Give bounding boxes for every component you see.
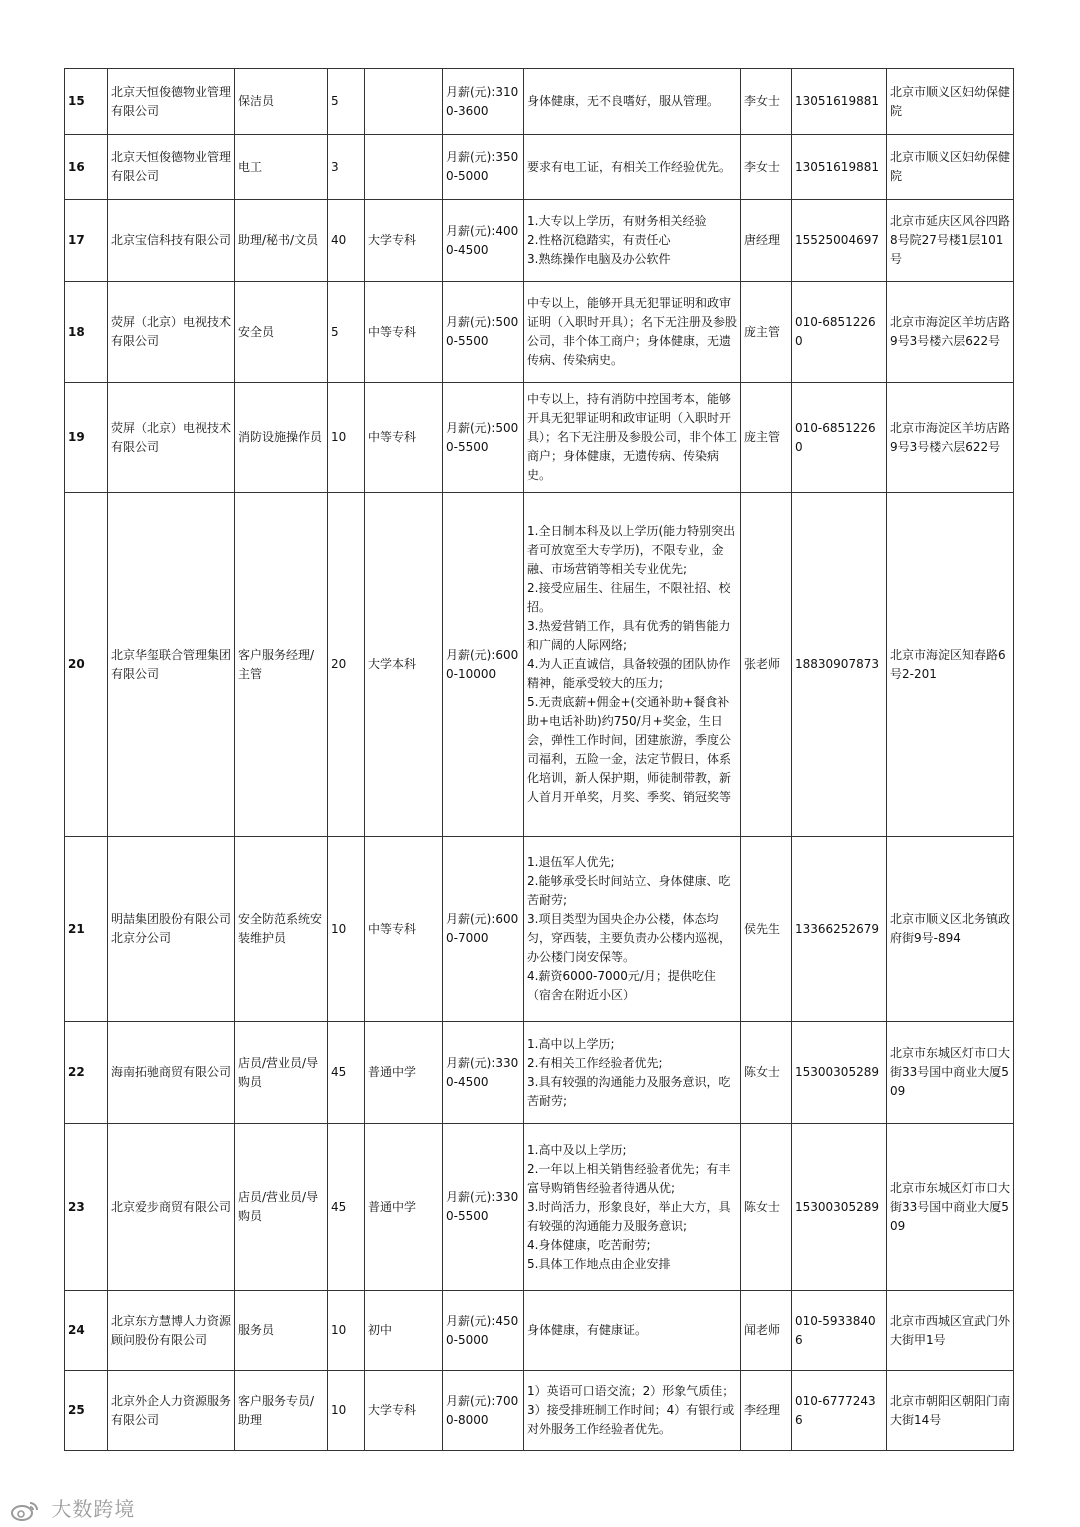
watermark-text: 大数跨境 bbox=[51, 1497, 136, 1521]
row-number: 15 bbox=[65, 69, 108, 135]
table-row bbox=[65, 1124, 1014, 1291]
row-number: 21 bbox=[65, 837, 108, 1022]
job-position: 保洁员 bbox=[235, 69, 328, 135]
job-position: 安全员 bbox=[235, 282, 328, 383]
job-requirements: 1.大专以上学历，有财务相关经验 2.性格沉稳踏实，有责任心 3.熟练操作电脑及办公软件 bbox=[524, 200, 741, 282]
company-name: 荧屏（北京）电视技术有限公司 bbox=[108, 282, 235, 383]
contact-person: 侯先生 bbox=[741, 837, 792, 1022]
headcount: 45 bbox=[328, 1124, 365, 1291]
contact-phone: 010-68512260 bbox=[792, 383, 887, 493]
row-number: 25 bbox=[65, 1371, 108, 1451]
contact-person: 陈女士 bbox=[741, 1124, 792, 1291]
salary: 月薪(元):6000-7000 bbox=[443, 837, 524, 1022]
education-requirement: 中等专科 bbox=[365, 837, 443, 1022]
job-position: 安全防范系统安装维护员 bbox=[235, 837, 328, 1022]
education-requirement: 中等专科 bbox=[365, 282, 443, 383]
education-requirement: 初中 bbox=[365, 1291, 443, 1371]
contact-person: 庞主管 bbox=[741, 282, 792, 383]
table-row bbox=[65, 200, 1014, 282]
table-row bbox=[65, 69, 1014, 135]
contact-person: 李女士 bbox=[741, 135, 792, 200]
education-requirement: 普通中学 bbox=[365, 1022, 443, 1124]
contact-phone: 010-67772436 bbox=[792, 1371, 887, 1451]
watermark bbox=[10, 1493, 135, 1522]
row-number: 16 bbox=[65, 135, 108, 200]
company-name: 荧屏（北京）电视技术有限公司 bbox=[108, 383, 235, 493]
company-name: 北京爱步商贸有限公司 bbox=[108, 1124, 235, 1291]
contact-phone: 18830907873 bbox=[792, 493, 887, 837]
contact-person: 陈女士 bbox=[741, 1022, 792, 1124]
salary: 月薪(元):6000-10000 bbox=[443, 493, 524, 837]
jobs-table bbox=[64, 68, 1014, 1451]
job-position: 店员/营业员/导购员 bbox=[235, 1124, 328, 1291]
company-name: 明喆集团股份有限公司北京分公司 bbox=[108, 837, 235, 1022]
job-requirements: 身体健康，有健康证。 bbox=[524, 1291, 741, 1371]
education-requirement: 大学本科 bbox=[365, 493, 443, 837]
company-name: 北京宝信科技有限公司 bbox=[108, 200, 235, 282]
job-requirements: 1.全日制本科及以上学历(能力特别突出者可放宽至大专学历)，不限专业，金融、市场营销等相关专业优先; 2.接受应届生、往届生，不限社招、校招。 3.热爱营销工作，具有优秀的销售能力和广阔的人际网络; 4.为人正直诚信，具备较强的团队协作精神，能承受较大的压力; 5.无责底薪+佣金+(交通补助+餐食补助+电话补助)约750/月+奖金，生日会，弹性工作时间，团建旅游，季度公司福利，五险一金，法定节假日，体系化培训，新人保护期，师徒制带教，新人首月开单奖，月奖、季奖、销冠奖等 bbox=[524, 493, 741, 837]
headcount: 45 bbox=[328, 1022, 365, 1124]
education-requirement bbox=[365, 69, 443, 135]
salary: 月薪(元):3300-4500 bbox=[443, 1022, 524, 1124]
contact-person: 张老师 bbox=[741, 493, 792, 837]
company-name: 北京天恒俊德物业管理有限公司 bbox=[108, 69, 235, 135]
table-row bbox=[65, 135, 1014, 200]
contact-phone: 15300305289 bbox=[792, 1124, 887, 1291]
job-position: 助理/秘书/文员 bbox=[235, 200, 328, 282]
company-name: 北京外企人力资源服务有限公司 bbox=[108, 1371, 235, 1451]
work-address: 北京市顺义区妇幼保健院 bbox=[887, 69, 1014, 135]
education-requirement: 普通中学 bbox=[365, 1124, 443, 1291]
contact-person: 唐经理 bbox=[741, 200, 792, 282]
job-requirements: 1）英语可口语交流；2）形象气质佳；3）接受排班制工作时间；4）有银行或对外服务工作经验者优先。 bbox=[524, 1371, 741, 1451]
contact-phone: 010-59338406 bbox=[792, 1291, 887, 1371]
work-address: 北京市东城区灯市口大街33号国中商业大厦509 bbox=[887, 1022, 1014, 1124]
salary: 月薪(元):3500-5000 bbox=[443, 135, 524, 200]
contact-phone: 13051619881 bbox=[792, 135, 887, 200]
contact-person: 闻老师 bbox=[741, 1291, 792, 1371]
contact-person: 庞主管 bbox=[741, 383, 792, 493]
job-position: 消防设施操作员 bbox=[235, 383, 328, 493]
table-row bbox=[65, 837, 1014, 1022]
contact-person: 李经理 bbox=[741, 1371, 792, 1451]
salary: 月薪(元):3300-5500 bbox=[443, 1124, 524, 1291]
company-name: 海南拓驰商贸有限公司 bbox=[108, 1022, 235, 1124]
headcount: 20 bbox=[328, 493, 365, 837]
salary: 月薪(元):4500-5000 bbox=[443, 1291, 524, 1371]
headcount: 5 bbox=[328, 282, 365, 383]
work-address: 北京市海淀区羊坊店路9号3号楼六层622号 bbox=[887, 282, 1014, 383]
headcount: 10 bbox=[328, 1291, 365, 1371]
job-requirements: 身体健康，无不良嗜好，服从管理。 bbox=[524, 69, 741, 135]
education-requirement: 大学专科 bbox=[365, 1371, 443, 1451]
job-requirements: 1.高中及以上学历; 2.一年以上相关销售经验者优先；有丰富导购销售经验者待遇从优; 3.时尚活力，形象良好，举止大方，具有较强的沟通能力及服务意识; 4.身体健康，吃苦耐劳; 5.具体工作地点由企业安排 bbox=[524, 1124, 741, 1291]
contact-phone: 010-68512260 bbox=[792, 282, 887, 383]
headcount: 10 bbox=[328, 837, 365, 1022]
company-name: 北京华玺联合管理集团有限公司 bbox=[108, 493, 235, 837]
work-address: 北京市顺义区北务镇政府街9号-894 bbox=[887, 837, 1014, 1022]
job-requirements: 中专以上，持有消防中控国考本，能够开具无犯罪证明和政审证明（入职时开具）；名下无注册及参股公司，非个体工商户；身体健康，无遗传病、传染病史。 bbox=[524, 383, 741, 493]
work-address: 北京市延庆区风谷四路8号院27号楼1层101号 bbox=[887, 200, 1014, 282]
table-row bbox=[65, 1291, 1014, 1371]
row-number: 20 bbox=[65, 493, 108, 837]
company-name: 北京东方慧博人力资源顾问股份有限公司 bbox=[108, 1291, 235, 1371]
weibo-logo-icon bbox=[10, 1497, 51, 1521]
table-row bbox=[65, 383, 1014, 493]
contact-phone: 15300305289 bbox=[792, 1022, 887, 1124]
work-address: 北京市西城区宣武门外大街甲1号 bbox=[887, 1291, 1014, 1371]
education-requirement: 大学专科 bbox=[365, 200, 443, 282]
job-requirements: 中专以上，能够开具无犯罪证明和政审证明（入职时开具）；名下无注册及参股公司，非个体工商户；身体健康，无遗传病、传染病史。 bbox=[524, 282, 741, 383]
work-address: 北京市海淀区知春路6号2-201 bbox=[887, 493, 1014, 837]
contact-phone: 13366252679 bbox=[792, 837, 887, 1022]
headcount: 3 bbox=[328, 135, 365, 200]
work-address: 北京市海淀区羊坊店路9号3号楼六层622号 bbox=[887, 383, 1014, 493]
contact-person: 李女士 bbox=[741, 69, 792, 135]
job-position: 电工 bbox=[235, 135, 328, 200]
salary: 月薪(元):5000-5500 bbox=[443, 282, 524, 383]
education-requirement bbox=[365, 135, 443, 200]
row-number: 17 bbox=[65, 200, 108, 282]
work-address: 北京市东城区灯市口大街33号国中商业大厦509 bbox=[887, 1124, 1014, 1291]
contact-phone: 15525004697 bbox=[792, 200, 887, 282]
education-requirement: 中等专科 bbox=[365, 383, 443, 493]
salary: 月薪(元):7000-8000 bbox=[443, 1371, 524, 1451]
work-address: 北京市朝阳区朝阳门南大街14号 bbox=[887, 1371, 1014, 1451]
job-requirements: 1.高中以上学历; 2.有相关工作经验者优先; 3.具有较强的沟通能力及服务意识，吃苦耐劳; bbox=[524, 1022, 741, 1124]
headcount: 40 bbox=[328, 200, 365, 282]
company-name: 北京天恒俊德物业管理有限公司 bbox=[108, 135, 235, 200]
table-row bbox=[65, 493, 1014, 837]
work-address: 北京市顺义区妇幼保健院 bbox=[887, 135, 1014, 200]
salary: 月薪(元):5000-5500 bbox=[443, 383, 524, 493]
row-number: 24 bbox=[65, 1291, 108, 1371]
row-number: 18 bbox=[65, 282, 108, 383]
row-number: 19 bbox=[65, 383, 108, 493]
row-number: 22 bbox=[65, 1022, 108, 1124]
table-row bbox=[65, 282, 1014, 383]
row-number: 23 bbox=[65, 1124, 108, 1291]
table-row bbox=[65, 1371, 1014, 1451]
job-position: 店员/营业员/导购员 bbox=[235, 1022, 328, 1124]
table-row bbox=[65, 1022, 1014, 1124]
contact-phone: 13051619881 bbox=[792, 69, 887, 135]
headcount: 10 bbox=[328, 1371, 365, 1451]
headcount: 10 bbox=[328, 383, 365, 493]
job-position: 客户服务经理/主管 bbox=[235, 493, 328, 837]
salary: 月薪(元):3100-3600 bbox=[443, 69, 524, 135]
job-requirements: 1.退伍军人优先; 2.能够承受长时间站立、身体健康、吃苦耐劳; 3.项目类型为国央企办公楼，体态均匀，穿西装，主要负责办公楼内巡视，办公楼门岗安保等。 4.薪资6000-7000元/月；提供吃住（宿舍在附近小区） bbox=[524, 837, 741, 1022]
job-requirements: 要求有电工证，有相关工作经验优先。 bbox=[524, 135, 741, 200]
headcount: 5 bbox=[328, 69, 365, 135]
salary: 月薪(元):4000-4500 bbox=[443, 200, 524, 282]
job-position: 服务员 bbox=[235, 1291, 328, 1371]
job-position: 客户服务专员/助理 bbox=[235, 1371, 328, 1451]
